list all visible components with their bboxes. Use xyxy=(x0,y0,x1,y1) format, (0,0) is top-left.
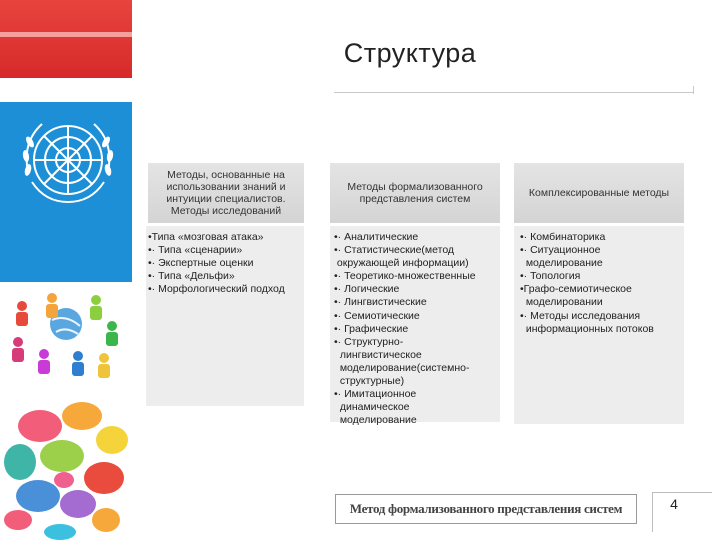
list-item: •· Экспертные оценки xyxy=(148,257,254,270)
list-item: •· Типа «сценарии» xyxy=(148,244,243,257)
method-list xyxy=(334,231,500,427)
list-item: •Типа «мозговая атака» xyxy=(148,231,264,243)
column-body-intuitive-methods xyxy=(146,226,304,406)
list-item: •· Топология xyxy=(520,270,581,283)
speech-bubbles-icon xyxy=(0,386,132,540)
column-header-text: Методы формализованного представления систем xyxy=(347,181,483,205)
list-item: •Графо-семиотическое xyxy=(520,283,632,296)
list-item: моделировании xyxy=(520,296,603,309)
column-header-text: Комплексированные методы xyxy=(528,187,670,199)
red-stripe xyxy=(0,32,132,37)
list-item: •· Ситуационное xyxy=(520,244,601,257)
page-number: 4 xyxy=(670,496,678,512)
people-network-icon xyxy=(0,286,132,382)
list-item: •· Морфологический подход xyxy=(148,283,285,296)
title-divider xyxy=(334,92,694,93)
un-emblem-icon xyxy=(0,102,132,282)
column-header-complex-methods xyxy=(514,163,684,223)
list-item: •· Семиотические xyxy=(334,309,420,322)
list-item: •· Методы исследования xyxy=(520,309,641,322)
list-item: •· Графические xyxy=(334,322,409,335)
red-header-block xyxy=(0,0,132,78)
list-item: •· Лингвистические xyxy=(334,296,427,309)
title-divider-tick xyxy=(693,86,694,94)
column-body-formal-methods xyxy=(330,226,500,427)
list-item: •· Имитационное xyxy=(334,388,417,401)
column-body-complex-methods xyxy=(514,226,684,424)
list-item: моделирование xyxy=(520,257,603,270)
footer-caption-box xyxy=(335,494,637,524)
list-item: •· Аналитические xyxy=(334,231,419,243)
footer-caption: Метод формализованного представления систем xyxy=(349,501,623,516)
corner-divider-horizontal xyxy=(652,492,712,493)
corner-divider-vertical xyxy=(652,492,653,532)
list-item: динамическое xyxy=(334,401,410,414)
column-header-text: Методы, основанные на использовании знаний и интуиции специалистов. Методы исследований xyxy=(166,169,286,217)
slide-title: Структура xyxy=(343,38,477,68)
list-item: лингвистическое xyxy=(334,348,422,361)
method-list xyxy=(148,231,304,296)
column-header-formal-methods xyxy=(330,163,500,223)
list-item: •· Типа «Дельфи» xyxy=(148,270,235,283)
list-item: •· Теоретико-множественные xyxy=(334,270,476,283)
list-item: •· Логические xyxy=(334,283,400,296)
list-item: моделирование(системно- xyxy=(334,361,470,374)
list-item: •· Статистические(метод xyxy=(334,244,455,257)
column-header-intuitive-methods xyxy=(148,163,304,223)
list-item: информационных потоков xyxy=(520,322,654,335)
list-item: •· Структурно- xyxy=(334,335,404,348)
left-image-strip xyxy=(0,0,132,540)
list-item: •· Комбинаторика xyxy=(520,231,606,243)
method-list xyxy=(520,231,684,336)
list-item: структурные) xyxy=(334,375,405,388)
list-item: окружающей информации) xyxy=(334,257,469,270)
list-item: моделирование xyxy=(334,414,417,427)
